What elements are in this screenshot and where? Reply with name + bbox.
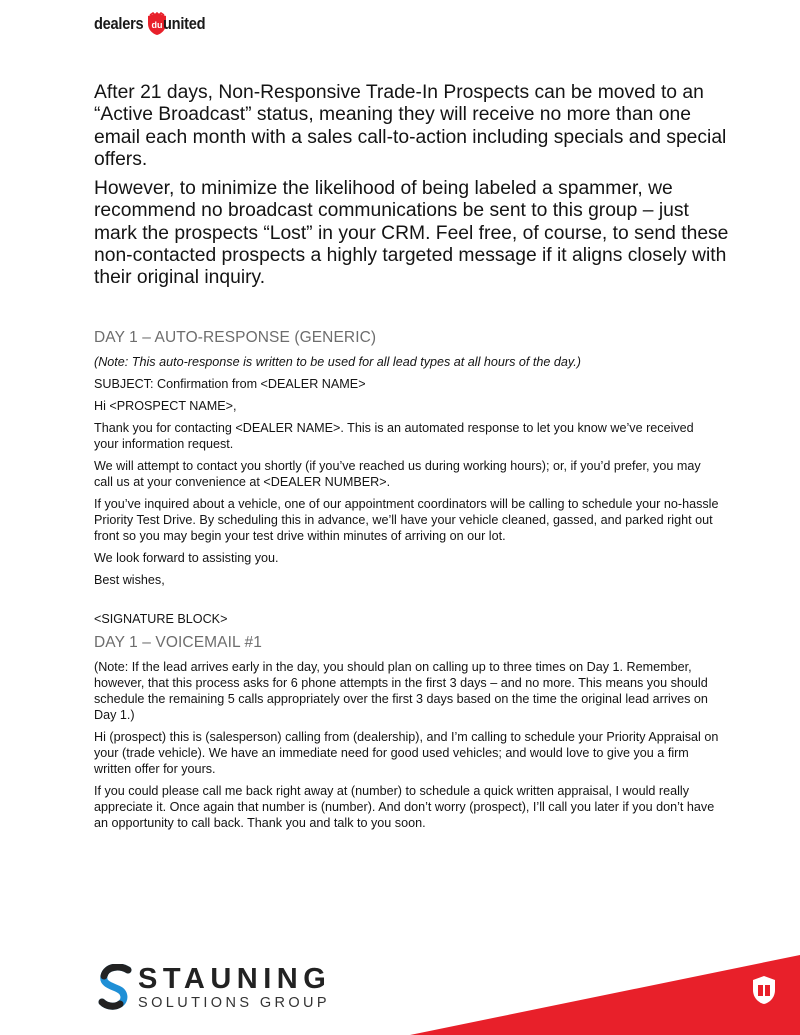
dealers-united-logo [94, 12, 213, 36]
intro-paragraph-2: However, to minimize the likelihood of being labeled a spammer, we recommend no broadcast communications be sent to this group – just mark the prospects “Lost” in your CRM. Feel free, of course, to send these non-contacted prospects a highly targeted message if it aligns closely with their original inquiry. [94, 178, 729, 289]
autoresponse-paragraph-3: If you’ve inquired about a vehicle, one of our appointment coordinators will be calling to schedule your no-hassle Priority Test Drive. By scheduling this in advance, we’ll have your vehicle cleaned, gassed, and parked right out front so you may begin your test drive within minutes of arriving on our lot. [94, 497, 719, 543]
autoresponse-paragraph-4: We look forward to assisting you. [94, 551, 279, 565]
autoresponse-paragraph-1: Thank you for contacting <DEALER NAME>. This is an automated response to let you know we’ve received your information request. [94, 421, 694, 451]
spacer [94, 594, 720, 611]
voicemail-paragraph-1: Hi (prospect) this is (salesperson) calling from (dealership), and I’m calling to schedule your Priority Appraisal on your (trade vehicle). We have an immediate need for good used vehicles; and would love to give you a firm written offer for yours. [94, 730, 719, 776]
logo-word-dealers: dealers [94, 14, 144, 33]
autoresponse-heading: DAY 1 – AUTO-RESPONSE (GENERIC) [94, 329, 377, 346]
svg-text:du: du [151, 20, 163, 30]
footer-shield-icon [750, 974, 778, 1006]
stauning-brand: STAUNING [138, 963, 332, 995]
stauning-logo [98, 964, 331, 1012]
autoresponse-closing: Best wishes, [94, 573, 165, 587]
stauning-s-icon [98, 964, 134, 1012]
voicemail-paragraph-2: If you could please call me back right away at (number) to schedule a quick written appraisal, I would really appreciate it. Once again that number is (number). And don’t worry (prospect), I’ll call you later if you don’t have an opportunity to call back. Thank you and talk to you soon. [94, 784, 715, 830]
stauning-sub: SOLUTIONS GROUP [138, 995, 330, 1011]
autoresponse-paragraph-2: We will attempt to contact you shortly (if you’ve reached us during working hours); or, if you’d prefer, you may call us at your convenience at <DEALER NUMBER>. [94, 459, 701, 489]
intro-paragraph-1: After 21 days, Non-Responsive Trade-In Prospects can be moved to an “Active Broadcast” status, meaning they will receive no more than one email each month with a sales call-to-action including specials and special offers. [94, 82, 727, 170]
autoresponse-subject: SUBJECT: Confirmation from <DEALER NAME> [94, 377, 366, 391]
voicemail-heading: DAY 1 – VOICEMAIL #1 [94, 634, 262, 651]
intro-section [94, 82, 734, 297]
autoresponse-signature: <SIGNATURE BLOCK> [94, 612, 228, 626]
document-body [94, 328, 720, 837]
autoresponse-note: (Note: This auto-response is written to be used for all lead types at all hours of the day.) [94, 355, 581, 369]
autoresponse-greeting: Hi <PROSPECT NAME>, [94, 399, 237, 413]
voicemail-note: (Note: If the lead arrives early in the day, you should plan on calling up to three times on Day 1. Remember, however, that this process asks for 6 phone attempts in the first 3 days – and no more. This means you should schedule the remaining 5 calls appropriately over the first 3 days based on the time the original lead arrives on Day 1.) [94, 660, 708, 722]
logo-word-united: united [163, 14, 206, 33]
